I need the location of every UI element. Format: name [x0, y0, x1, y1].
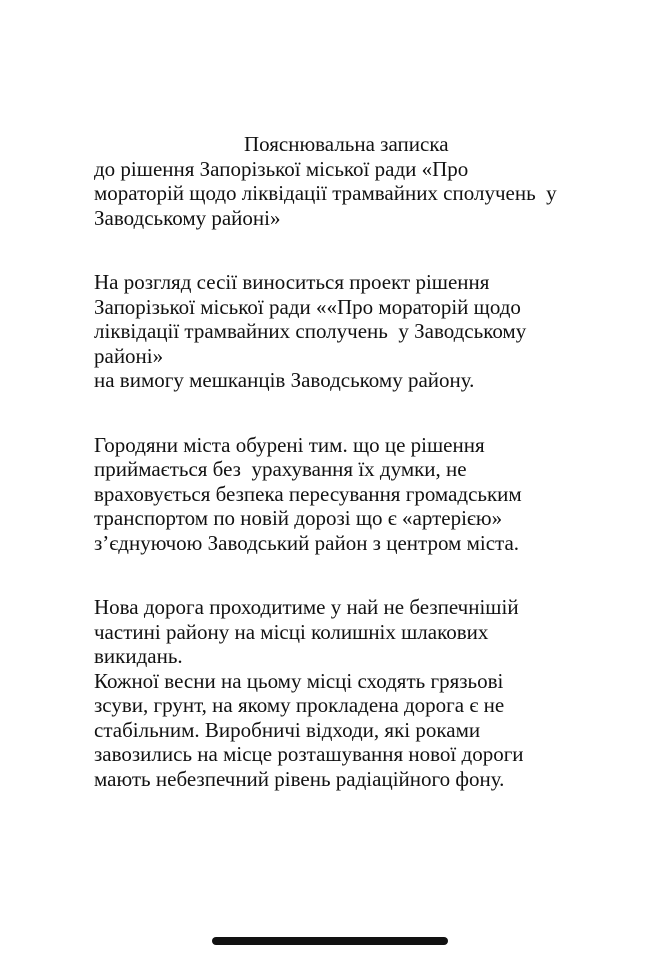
paragraph-line: викидань. [94, 644, 183, 668]
document-title: Пояснювальна записка [244, 132, 449, 156]
header-line: мораторій щодо ліквідації трамвайних сполучень у [94, 181, 557, 205]
paragraph-line: ліквідації трамвайних сполучень у Заводському [94, 319, 527, 343]
paragraph-3 [94, 595, 634, 791]
header-line: до рішення Запорізької міської ради «Про [94, 156, 469, 181]
paragraph-line: Кожної весни на цьому місці сходять грязьові [94, 668, 504, 693]
paragraph-line: мають небезпечний рівень радіаційного фону. [94, 766, 505, 791]
paragraph-spacer [94, 230, 634, 270]
paragraph-line: районі» [94, 343, 164, 368]
paragraph-line: на вимогу мешканців Заводському району. [94, 368, 475, 392]
home-indicator[interactable] [212, 937, 448, 945]
paragraph-line: транспортом по новій дорозі що є «артерією» [94, 506, 503, 530]
paragraph-line: Нова дорога проходитиме у най не безпечнішій [94, 595, 519, 619]
paragraph-line: завозились на місце розташування нової дороги [94, 742, 524, 766]
paragraph-line: частині району на місці колишніх шлакових [94, 619, 489, 644]
paragraph-1 [94, 270, 634, 393]
paragraph-line: зсуви, грунт, на якому прокладена дорога є не [94, 693, 505, 717]
paragraph-line: приймається без урахування їх думки, не [94, 457, 467, 481]
paragraph-line: стабільним. Виробничі відходи, які роками [94, 717, 481, 742]
header-line: Заводському районі» [94, 205, 281, 230]
paragraph-2 [94, 433, 634, 556]
paragraph-line: На розгляд сесії виноситься проект рішення [94, 270, 490, 294]
paragraph-line: Запорізької міської ради ««Про мораторій щодо [94, 294, 521, 319]
paragraph-spacer [94, 393, 634, 433]
document-body [94, 132, 634, 791]
paragraph-spacer [94, 555, 634, 595]
paragraph-line: з’єднуючою Заводський район з центром міста. [94, 530, 520, 555]
paragraph-line: Городяни міста обурені тим. що це рішення [94, 432, 485, 457]
paragraph-line: враховується безпека пересування громадським [94, 481, 522, 506]
